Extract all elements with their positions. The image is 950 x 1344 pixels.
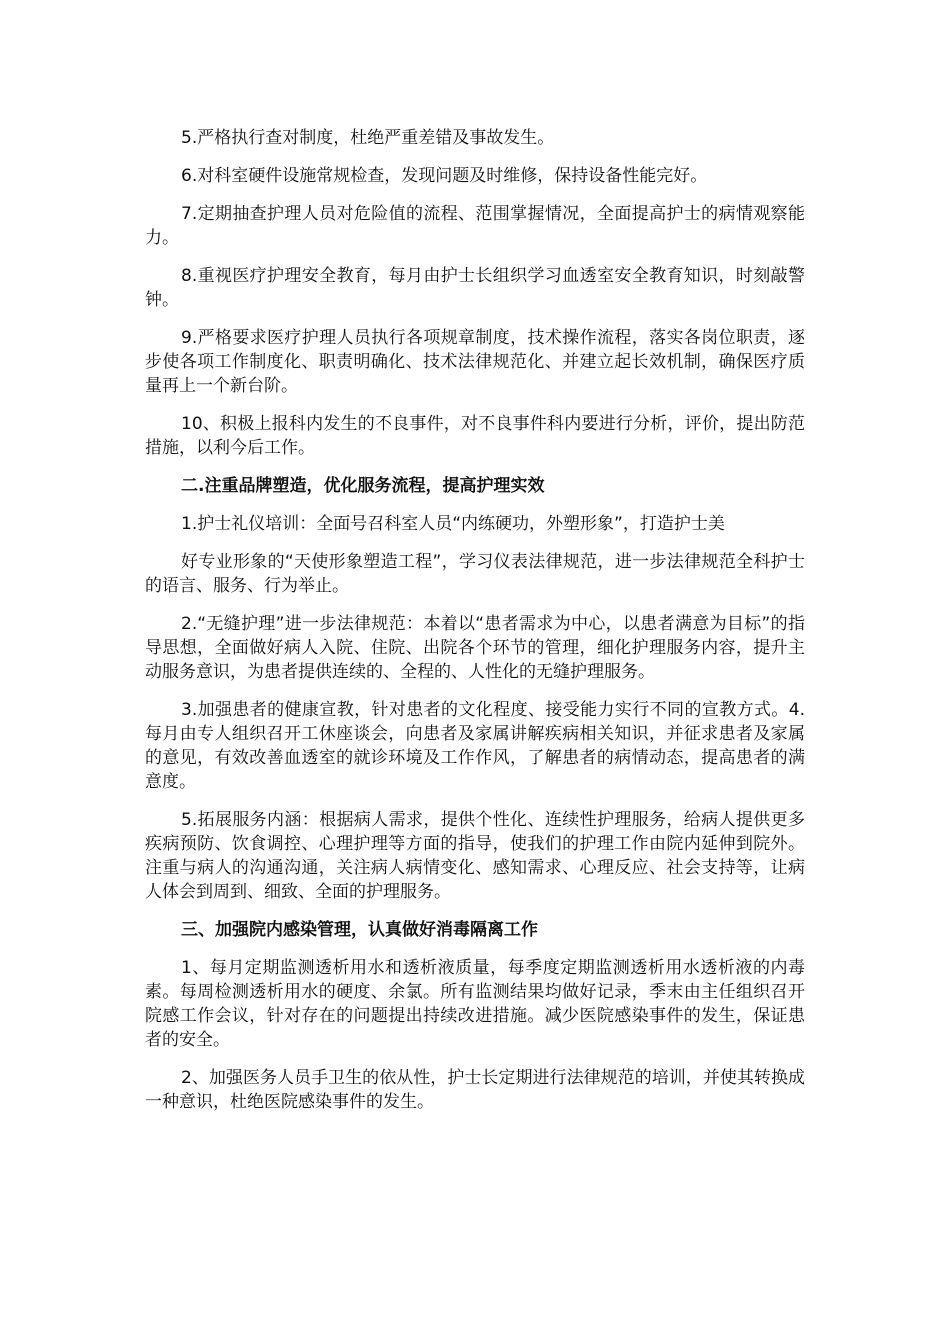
document-page — [145, 126, 805, 1128]
paragraph: 6.对科室硬件设施常规检查，发现问题及时维修，保持设备性能完好。 — [181, 166, 708, 186]
paragraph: 2、加强医务人员手卫生的依从性，护士长定期进行法律规范的培训，并使其转换成一种意识，杜绝医院感染事件的发生。 — [145, 1068, 805, 1112]
section-heading: 二.注重品牌塑造，优化服务流程，提高护理实效 — [181, 476, 545, 496]
paragraph: 1.护士礼仪培训：全面号召科室人员“内练硬功，外塑形象”，打造护士美 — [181, 514, 725, 534]
paragraph: 5.严格执行查对制度，杜绝严重差错及事故发生。 — [181, 128, 555, 148]
paragraph: 好专业形象的“天使形象塑造工程”，学习仪表法律规范，进一步法律规范全科护士的语言、服务、行为举止。 — [145, 552, 805, 596]
section-heading: 三、加强院内感染管理，认真做好消毒隔离工作 — [181, 920, 538, 940]
paragraph: 7.定期抽查护理人员对危险值的流程、范围掌握情况，全面提高护士的病情观察能力。 — [145, 204, 805, 248]
paragraph: 3.加强患者的健康宣教，针对患者的文化程度、接受能力实行不同的宣教方式。4.每月由专人组织召开工休座谈会，向患者及家属讲解疾病相关知识，并征求患者及家属的意见，有效改善血透室的就诊环境及工作作风，了解患者的病情动态，提高患者的满意度。 — [145, 700, 805, 792]
paragraph: 8.重视医疗护理安全教育，每月由护士长组织学习血透室安全教育知识，时刻敲警钟。 — [145, 266, 805, 310]
paragraph: 5.拓展服务内涵：根据病人需求，提供个性化、连续性护理服务，给病人提供更多疾病预防、饮食调控、心理护理等方面的指导，使我们的护理工作由院内延伸到院外。注重与病人的沟通沟通，关注病人病情变化、感知需求、心理反应、社会支持等，让病人体会到周到、细致、全面的护理服务。 — [145, 810, 805, 902]
paragraph: 9.严格要求医疗护理人员执行各项规章制度，技术操作流程，落实各岗位职责，逐步使各项工作制度化、职责明确化、技术法律规范化、并建立起长效机制，确保医疗质量再上一个新台阶。 — [145, 328, 805, 396]
paragraph: 10、积极上报科内发生的不良事件，对不良事件科内要进行分析，评价，提出防范措施，以利今后工作。 — [145, 414, 805, 458]
paragraph: 1、每月定期监测透析用水和透析液质量，每季度定期监测透析用水透析液的内毒素。每周检测透析用水的硬度、余氯。所有监测结果均做好记录，季末由主任组织召开院感工作会议，针对存在的问题提出持续改进措施。减少医院感染事件的发生，保证患者的安全。 — [145, 958, 805, 1050]
paragraph: 2.“无缝护理”进一步法律规范：本着以“患者需求为中心，以患者满意为目标”的指导思想，全面做好病人入院、住院、出院各个环节的管理，细化护理服务内容，提升主动服务意识，为患者提供连续的、全程的、人性化的无缝护理服务。 — [145, 614, 805, 682]
